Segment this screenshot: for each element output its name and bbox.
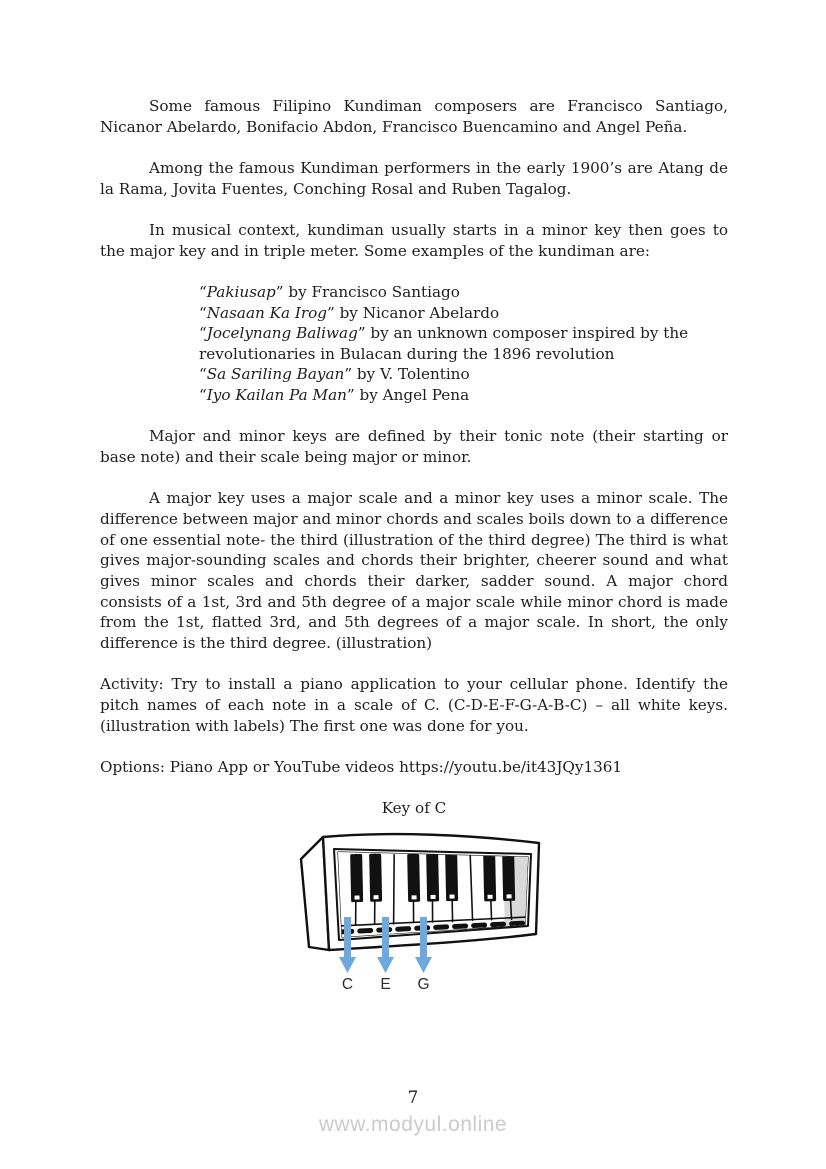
paragraph-major-minor-keys: Major and minor keys are defined by their tonic note (their starting or base note) and their scale being major or minor. (100, 427, 728, 467)
text-block (100, 96, 728, 998)
open-quote: “ (199, 365, 207, 384)
paragraph-options: Options: Piano App or YouTube videos https://youtu.be/it43JQy1361 (100, 757, 623, 776)
open-quote: “ (199, 282, 207, 301)
watermark: www.modyul.online (318, 1113, 508, 1136)
song-list-item (199, 323, 719, 364)
figure-title: Key of C (381, 799, 447, 818)
song-attribution: ” by Nicanor Abelardo (326, 303, 500, 322)
paragraph-major-minor-scales: A major key uses a major scale and a minor key uses a minor scale. The difference between major and minor chords and scales boils down to a difference of one essential note- the third (illustration of the third degree) The third is what gives major-sounding scales and chords their brighter, cheerer sound and what gives minor scales and chords their darker, sadder sound. A major chord consists of a 1st, 3rd and 5th degree of a major scale while minor chord is made from the 1st, flatted 3rd, and 5th degrees of a major scale. In short, the only difference is the third degree. (illustration) (100, 489, 728, 652)
song-title: Jocelynang Baliwag (206, 324, 358, 343)
song-attribution: ” by Francisco Santiago (275, 282, 460, 301)
open-quote: “ (199, 386, 207, 405)
piano-keyboard-illustration (292, 822, 550, 992)
song-attribution: ” by V. Tolentino (344, 365, 470, 384)
note-label-e: E (380, 975, 391, 992)
song-title: Iyo Kailan Pa Man (206, 386, 347, 405)
paragraph-composers: Some famous Filipino Kundiman composers are Francisco Santiago, Nicanor Abelardo, Bonifacio Abdon, Francisco Buencamino and Angel Peña. (100, 97, 728, 136)
paragraph-performers: Among the famous Kundiman performers in the early 1900’s are Atang de la Rama, Jovita Fuentes, Conching Rosal and Ruben Tagalog. (100, 158, 728, 198)
note-label-c: C (341, 975, 354, 992)
song-title: Sa Sariling Bayan (206, 365, 345, 384)
song-list-item (199, 303, 719, 324)
song-list-item (199, 364, 719, 385)
paragraph-musical-context: In musical context, kundiman usually starts in a minor key then goes to the major key and in triple meter. Some examples of the kundiman are: (100, 220, 728, 260)
kundiman-song-list (199, 282, 719, 406)
song-list-item (199, 282, 719, 303)
page-number: 7 (407, 1088, 419, 1107)
key-of-c-figure (100, 822, 728, 998)
open-quote: “ (199, 324, 207, 343)
paragraph-activity: Activity: Try to install a piano application to your cellular phone. Identify the pitch names of each note in a scale of C. (C-D-E-F-G-A-B-C) – all white keys. (illustration with labels) The first one was done for you. (100, 675, 728, 735)
song-list-item (199, 385, 719, 406)
song-title: Pakiusap (206, 282, 276, 301)
song-title: Nasaan Ka Irog (206, 303, 327, 322)
note-label-g: G (417, 975, 430, 992)
song-attribution: ” by an unknown composer inspired by the revolutionaries in Bulacan during the 1896 revolution (199, 324, 689, 363)
song-attribution: ” by Angel Pena (346, 386, 470, 405)
open-quote: “ (199, 303, 207, 322)
